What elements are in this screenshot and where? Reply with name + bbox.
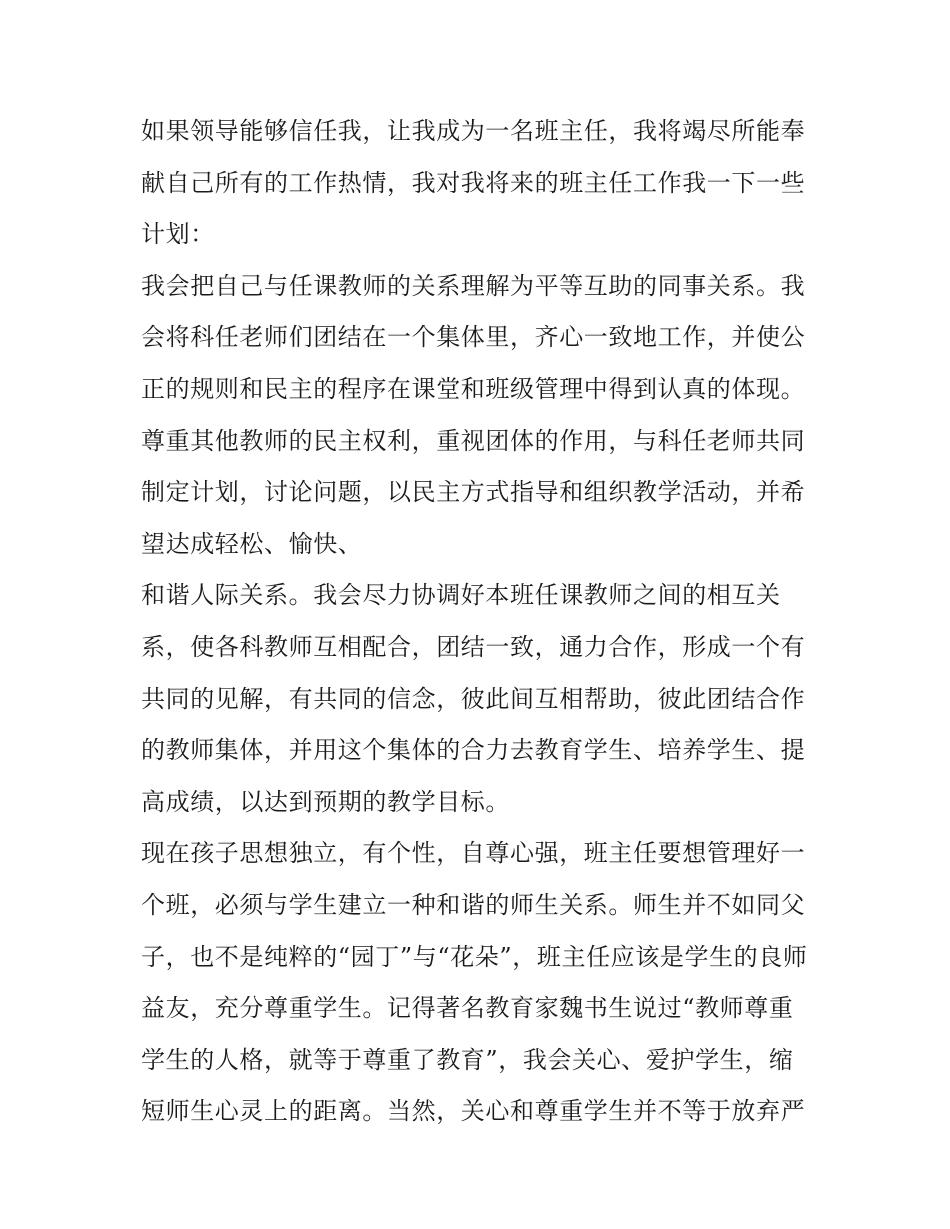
text-line: 益友，充分尊重学生。记得著名教育家魏书生说过“教师尊重 (141, 994, 794, 1023)
text-line: 和谐人际关系。我会尽力协调好本班任课教师之间的相互关 (141, 581, 781, 610)
text-line: 献自己所有的工作热情，我对我将来的班主任工作我一下一些 (141, 168, 806, 197)
text-line: 短师生心灵上的距离。当然，关心和尊重学生并不等于放弃严 (141, 1097, 806, 1126)
text-line: 现在孩子思想独立，有个性，自尊心强，班主任要想管理好一 (141, 839, 806, 868)
body-text (141, 106, 821, 1138)
text-line: 学生的人格，就等于尊重了教育”，我会关心、爱护学生，缩 (141, 1045, 794, 1074)
text-line: 会将科任老师们团结在一个集体里，齐心一致地工作，并使公 (141, 323, 806, 352)
text-line: 制定计划，讨论问题，以民主方式指导和组织教学活动，并希 (141, 478, 806, 507)
text-line: 如果领导能够信任我，让我成为一名班主任，我将竭尽所能奉 (141, 117, 806, 145)
text-line: 我会把自己与任课教师的关系理解为平等互助的同事关系。我 (141, 271, 806, 300)
text-line: 正的规则和民主的程序在课堂和班级管理中得到认真的体现。 (141, 374, 806, 403)
text-line: 的教师集体，并用这个集体的合力去教育学生、培养学生、提 (141, 736, 806, 765)
text-line: 计划： (141, 220, 215, 249)
text-line: 望达成轻松、愉快、 (141, 529, 363, 558)
text-line: 子，也不是纯粹的“园丁”与“花朵”，班主任应该是学生的良师 (141, 942, 808, 971)
text-line: 系，使各科教师互相配合，团结一致，通力合作，形成一个有 (141, 632, 806, 661)
text-line: 共同的见解，有共同的信念，彼此间互相帮助，彼此团结合作 (141, 684, 806, 713)
text-line: 高成绩，以达到预期的教学目标。 (141, 787, 510, 816)
text-line: 个班，必须与学生建立一种和谐的师生关系。师生并不如同父 (141, 890, 806, 919)
text-line: 尊重其他教师的民主权利，重视团体的作用，与科任老师共同 (141, 426, 806, 455)
